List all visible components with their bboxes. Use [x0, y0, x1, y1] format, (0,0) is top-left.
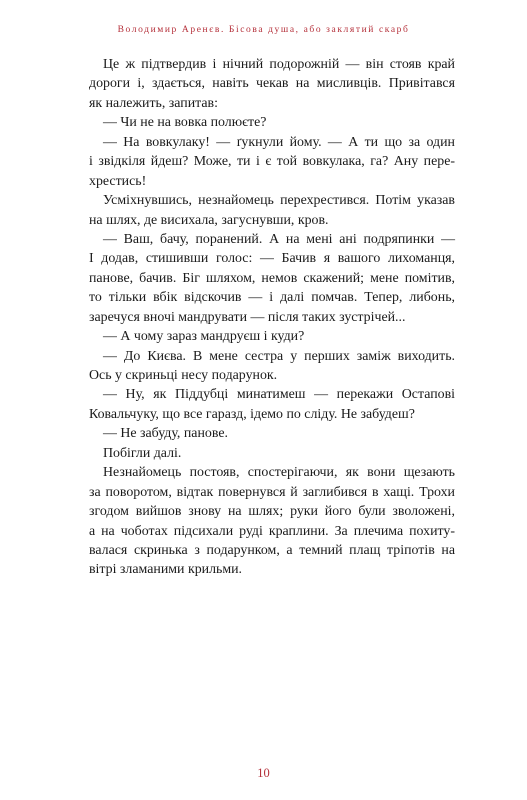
text-line: Незнайомець постояв, спостерігаючи, як вони щезають [103, 465, 455, 481]
text-line: — Ну, як Піддубці минатимеш — перекажи Остапові [103, 387, 455, 403]
text-line: Ковальчуку, що все гаразд, ідемо по сліду. Не забудеш? [89, 406, 415, 422]
text-line: як належить, запитав: [89, 95, 218, 111]
text-line: згодом вийшов знову на шлях; руки його були зволожені, [89, 504, 455, 520]
running-head: Володимир Аренєв. Бісова душа, або заклятий скарб [117, 25, 410, 35]
text-line: Ось у скриньці несу подарунок. [89, 368, 278, 383]
text-line: — Не забуду, панове. [103, 426, 228, 442]
text-line: дороги і, здається, навіть чекав на мисливців. Привітався [89, 76, 455, 92]
text-line: хрестись! [89, 173, 147, 189]
text-line: і звідкіля йдеш? Може, ти і є той вовкулака, га? Ану пере- [89, 154, 455, 170]
text-line: а на чоботах підсихали руді краплини. За плечима похиту- [89, 523, 455, 539]
text-line: — До Києва. В мене сестра у перших заміж виходить. [103, 348, 455, 364]
text-line: панове, бачив. Біг шляхом, немов скажений; мене помітив, [89, 270, 455, 286]
text-line: валася скринька з подарунком, а темний плащ тріпотів на [89, 542, 455, 558]
text-line: на шлях, де висихала, загуснувши, кров. [89, 212, 329, 228]
text-line: Усміхнувшись, незнайомець перехрестився. Потім указав [103, 193, 455, 209]
text-line: вітрі зламаними крильми. [89, 562, 243, 578]
text-line: — Чи не на вовка полюєте? [103, 115, 267, 131]
text-line: І додав, стишивши голос: — Бачив я вашого лихоманця, [89, 251, 455, 267]
text-line: Це ж підтвердив і нічний подорожній — він стояв край [103, 57, 455, 72]
text-line: — Ваш, бачу, поранений. А на мені ані подряпинки — [103, 231, 455, 247]
text-line: — На вовкулаку! — ґукнули йому. — А ти що за один [103, 134, 455, 150]
body-text [89, 55, 455, 580]
text-line: — А чому зараз мандруєш і куди? [103, 329, 305, 345]
text-line: заречуся вночі мандрувати — після таких зустрічей... [89, 309, 406, 325]
text-line: Побігли далі. [103, 445, 182, 461]
text-line: то тільки вбік відскочив — і далі помчав. Тепер, либонь, [89, 290, 455, 306]
text-line: за поворотом, відтак повернувся й заглибився в хащі. Трохи [89, 484, 455, 500]
page-number: 10 [257, 766, 270, 780]
